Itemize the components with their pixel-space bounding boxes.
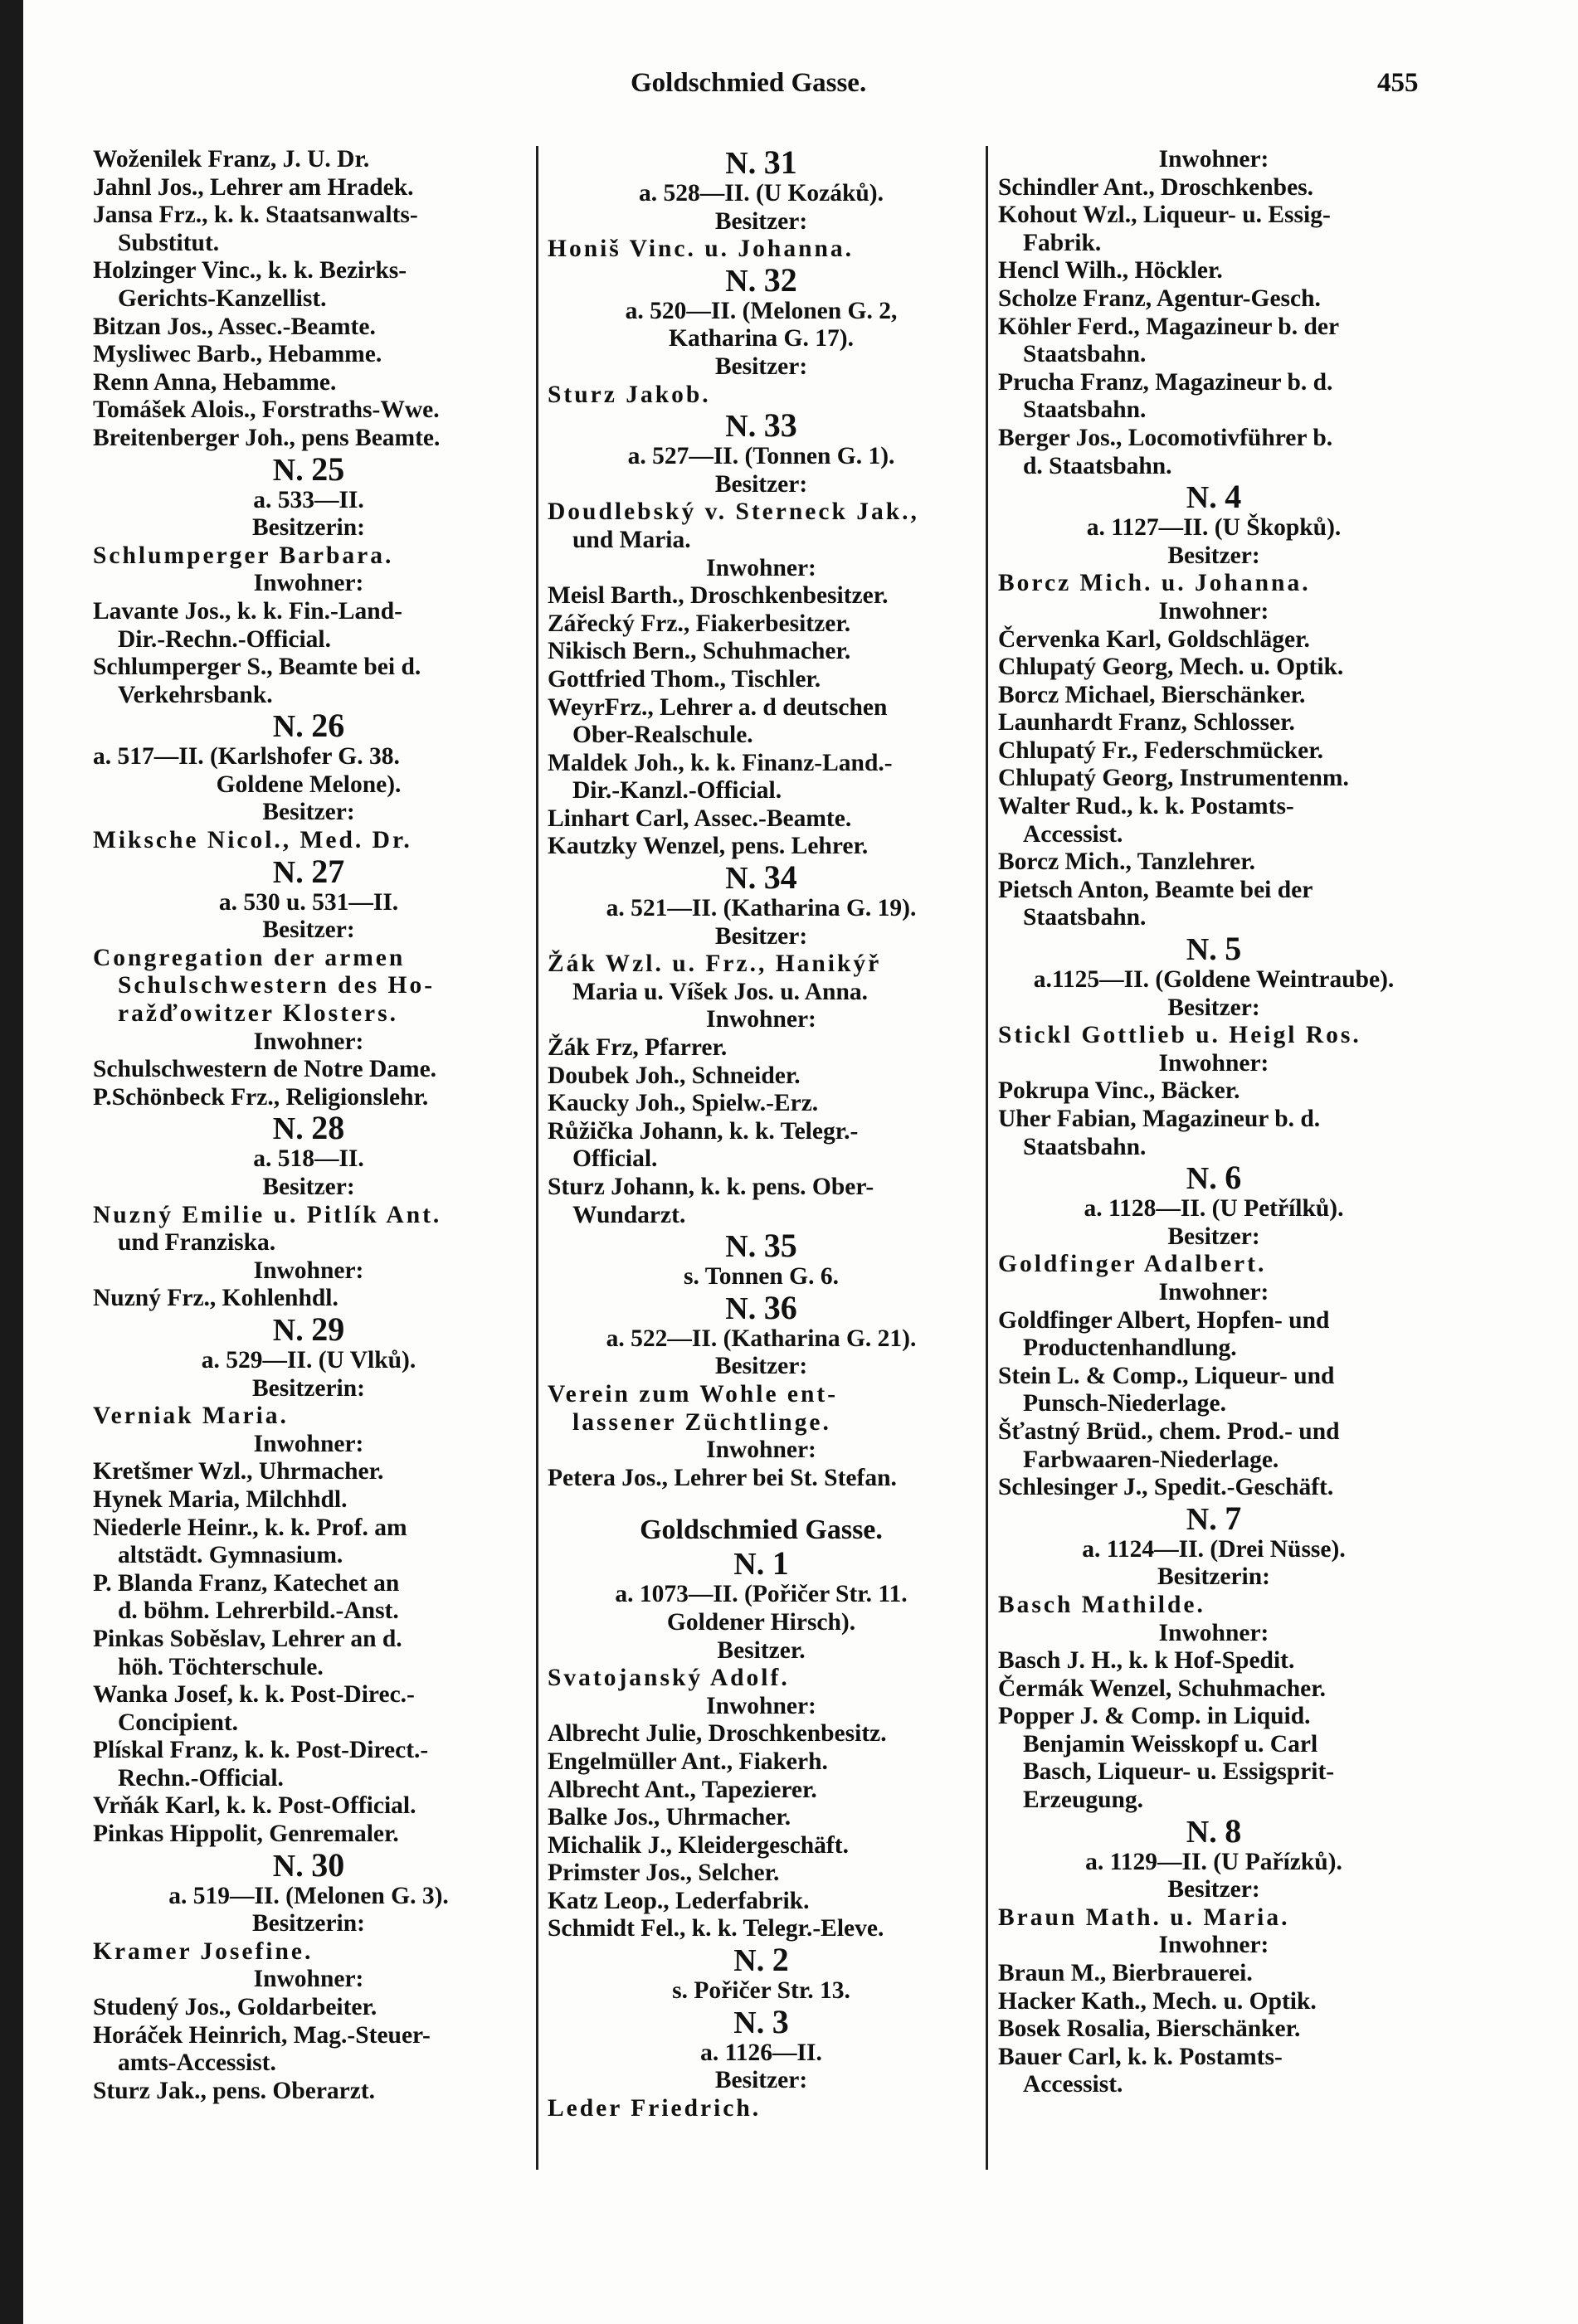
- entry-line: Plískal Franz, k. k. Post-Direct.-: [93, 1737, 429, 1764]
- centered-line: Besitzer:: [714, 1353, 808, 1380]
- entry-line: Schlumperger S., Beamte bei d.: [93, 654, 421, 681]
- entry-line: Goldfinger Albert, Hopfen- und: [998, 1306, 1330, 1334]
- owner-line: Schulschwestern des Ho-: [118, 972, 436, 999]
- house-number-prefix: N.: [1186, 480, 1217, 516]
- centered-line: Inwohner:: [1158, 146, 1269, 173]
- entry-line: Schindler Ant., Droschkenbes.: [998, 173, 1314, 201]
- page-number: 455: [1377, 68, 1419, 98]
- house-number: 25: [311, 450, 345, 488]
- owner-line: Nuzný Emilie u. Pitlík Ant.: [93, 1201, 442, 1228]
- centered-line: Inwohner:: [1158, 597, 1269, 625]
- centered-line: Besitzer:: [1167, 542, 1260, 569]
- entry-line: P. Blanda Franz, Katechet an: [93, 1569, 400, 1597]
- entry-line: Benjamin Weisskopf u. Carl: [1023, 1730, 1318, 1758]
- entry-line: Staatsbahn.: [1023, 396, 1147, 424]
- entry-line: Maldek Joh., k. k. Finanz-Land.-: [548, 749, 893, 776]
- centered-line: Besitzer:: [1167, 994, 1260, 1021]
- centered-line: a. 519—II. (Melonen G. 3).: [168, 1882, 449, 1909]
- entry-line: Sturz Johann, k. k. pens. Ober-: [548, 1174, 874, 1200]
- house-number-prefix: N.: [733, 1943, 765, 1979]
- house-number: 5: [1225, 930, 1242, 968]
- entry-line: Katz Leop., Lederfabrik.: [548, 1887, 810, 1914]
- house-number-prefix: N.: [1186, 1501, 1217, 1537]
- owner-line: Kramer Josefine.: [93, 1937, 314, 1965]
- centered-line: a. 520—II. (Melonen G. 2,: [625, 297, 898, 324]
- house-number: 6: [1225, 1159, 1242, 1197]
- owner-line: ražďowitzer Klosters.: [118, 1000, 399, 1028]
- house-number-heading: [93, 1845, 524, 1884]
- entry-line: d. Staatsbahn.: [1023, 452, 1172, 479]
- entry-line: Doubek Joh., Schneider.: [548, 1062, 801, 1089]
- entry-line: Pietsch Anton, Beamte bei der: [998, 876, 1313, 903]
- house-number-prefix: N.: [272, 1312, 304, 1348]
- house-number-prefix: N.: [733, 1547, 765, 1583]
- entry-line: Productenhandlung.: [1023, 1335, 1237, 1362]
- page-left-border: [0, 0, 23, 2324]
- entry-line: Maria u. Víšek Jos. u. Anna.: [572, 978, 868, 1005]
- entry-line: Sturz Jak., pens. Oberarzt.: [93, 2077, 376, 2104]
- centered-line: s. Pořičer Str. 13.: [672, 1977, 850, 2005]
- entry-line: Walter Rud., k. k. Postamts-: [998, 793, 1294, 820]
- entry-line: und Maria.: [572, 526, 691, 553]
- centered-line: Inwohner:: [253, 1966, 364, 1993]
- centered-line: Katharina G. 17).: [669, 325, 854, 352]
- entry-line: Balke Jos., Uhrmacher.: [548, 1804, 791, 1831]
- centered-line: a. 522—II. (Katharina G. 21).: [606, 1325, 917, 1352]
- house-number-prefix: N.: [1186, 1161, 1217, 1197]
- house-number: 1: [772, 1544, 789, 1583]
- house-number: 34: [763, 858, 797, 897]
- house-number-heading: [548, 1943, 975, 1977]
- entry-line: Bosek Rosalia, Bierschänker.: [998, 2015, 1301, 2043]
- entry-line: höh. Töchterschule.: [118, 1653, 324, 1680]
- centered-line: Besitzer:: [262, 799, 355, 826]
- centered-line: Besitzer:: [714, 470, 808, 498]
- entry-line: Wanka Josef, k. k. Post-Direc.-: [93, 1681, 415, 1709]
- house-number-prefix: N.: [725, 146, 757, 181]
- entry-line: Studený Jos., Goldarbeiter.: [93, 1994, 377, 2021]
- entry-line: Petera Jos., Lehrer bei St. Stefan.: [548, 1464, 897, 1491]
- centered-line: a. 529—II. (U Vlků).: [201, 1346, 416, 1373]
- entry-line: Mysliwec Barb., Hebamme.: [93, 341, 382, 368]
- entry-line: WeyrFrz., Lehrer a. d deutschen: [548, 693, 888, 721]
- entry-line: Borcz Mich., Tanzlehrer.: [998, 848, 1256, 876]
- owner-line: Žák Wzl. u. Frz., Hanikýř: [548, 951, 882, 978]
- entry-line: Borcz Michael, Bierschänker.: [998, 681, 1306, 708]
- entry-line: Woženilek Franz, J. U. Dr.: [93, 146, 370, 173]
- centered-line: a. 1124—II. (Drei Nüsse).: [1082, 1535, 1346, 1563]
- column-3: [998, 146, 1429, 2099]
- house-number-heading: [548, 143, 975, 181]
- owner-line: Borcz Mich. u. Johanna.: [998, 570, 1311, 597]
- house-number-prefix: N.: [733, 2005, 765, 2040]
- house-number: 33: [763, 406, 797, 445]
- centered-line: Inwohner:: [1158, 1049, 1269, 1077]
- house-number: 27: [311, 852, 345, 890]
- house-number-prefix: N.: [272, 1111, 304, 1147]
- owner-line: Sturz Jakob.: [548, 381, 711, 408]
- house-number-prefix: N.: [272, 709, 304, 745]
- column-divider-left: [536, 146, 538, 2170]
- entry-line: Schlesinger J., Spedit.-Geschäft.: [998, 1474, 1334, 1501]
- owner-line: Verniak Maria.: [93, 1403, 289, 1430]
- centered-line: a. 528—II. (U Kozáků).: [638, 180, 884, 207]
- entry-line: Staatsbahn.: [1023, 341, 1147, 368]
- centered-line: Inwohner:: [253, 1028, 364, 1055]
- entry-line: Gottfried Thom., Tischler.: [548, 665, 821, 693]
- entry-line: Gerichts-Kanzellist.: [118, 284, 327, 312]
- entry-line: Dir.-Rechn.-Official.: [118, 625, 331, 653]
- entry-line: a. 517—II. (Karlshofer G. 38.: [93, 743, 400, 771]
- house-number-heading: [93, 852, 524, 890]
- column-2: [548, 143, 975, 2122]
- house-number-prefix: N.: [725, 861, 757, 897]
- house-number-prefix: N.: [272, 452, 304, 488]
- entry-line: Official.: [572, 1145, 658, 1173]
- house-number-heading: [548, 406, 975, 445]
- entry-line: Kaucky Joh., Spielw.-Erz.: [548, 1090, 819, 1117]
- entry-line: Rechn.-Official.: [118, 1764, 284, 1792]
- house-number: 8: [1225, 1811, 1242, 1850]
- owner-line: Schlumperger Barbara.: [93, 542, 394, 569]
- column-1: [93, 146, 524, 2105]
- centered-line: Besitzer:: [714, 2067, 808, 2094]
- centered-line: Inwohner:: [706, 1006, 816, 1033]
- house-number-heading: [998, 480, 1429, 514]
- entry-line: Hynek Maria, Milchhdl.: [93, 1485, 348, 1513]
- owner-line: Leder Friedrich.: [548, 2094, 762, 2122]
- entry-line: Prucha Franz, Magazineur b. d.: [998, 368, 1333, 396]
- owner-line: Congregation der armen: [93, 944, 406, 971]
- entry-line: Chlupatý Fr., Federschmücker.: [998, 737, 1323, 764]
- centered-line: a. 1128—II. (U Petřílků).: [1084, 1195, 1344, 1223]
- centered-line: Inwohner:: [706, 1437, 816, 1464]
- centered-line: Besitzer:: [1167, 1223, 1260, 1250]
- centered-line: a. 1126—II.: [700, 2039, 822, 2066]
- owner-line: lassener Züchtlinge.: [572, 1408, 831, 1436]
- entry-line: Čermák Wenzel, Schuhmacher.: [998, 1675, 1326, 1702]
- house-number-heading: [998, 1161, 1429, 1195]
- owner-line: Basch Mathilde.: [998, 1591, 1205, 1618]
- centered-line: Goldener Hirsch).: [666, 1608, 856, 1636]
- entry-line: Verkehrsbank.: [118, 681, 273, 708]
- entry-line: Tomášek Alois., Forstraths-Wwe.: [93, 396, 440, 424]
- house-number-prefix: N.: [725, 263, 757, 299]
- entry-line: Holzinger Vinc., k. k. Bezirks-: [93, 257, 407, 284]
- house-number: 36: [763, 1288, 797, 1326]
- entry-line: Kohout Wzl., Liqueur- u. Essig-: [998, 202, 1331, 229]
- owner-line: Doudlebský v. Sterneck Jak.,: [548, 498, 919, 526]
- entry-line: Dir.-Kanzl.-Official.: [572, 777, 782, 805]
- centered-line: Inwohner:: [253, 1430, 364, 1457]
- centered-line: Besitzer:: [714, 207, 808, 235]
- entry-line: Launhardt Franz, Schlosser.: [998, 709, 1295, 737]
- entry-line: Breitenberger Joh., pens Beamte.: [93, 424, 441, 451]
- entry-line: Vrňák Karl, k. k. Post-Official.: [93, 1792, 416, 1820]
- house-number-prefix: N.: [272, 854, 304, 890]
- entry-line: Pokrupa Vinc., Bäcker.: [998, 1077, 1240, 1105]
- entry-line: Engelmüller Ant., Fiakerh.: [548, 1748, 828, 1775]
- entry-line: Niederle Heinr., k. k. Prof. am: [93, 1514, 407, 1541]
- entry-line: Jahnl Jos., Lehrer am Hradek.: [93, 173, 414, 201]
- entry-line: Bauer Carl, k. k. Postamts-: [998, 2043, 1283, 2070]
- house-number-heading: [548, 1288, 975, 1326]
- column-divider-right: [986, 146, 988, 2170]
- house-number-heading: [548, 1544, 975, 1583]
- house-number: 3: [772, 2002, 789, 2040]
- centered-line: Besitzerin:: [1157, 1563, 1270, 1591]
- entry-line: Zářecký Frz., Fiakerbesitzer.: [548, 610, 851, 637]
- centered-line: Besitzerin:: [252, 1910, 365, 1937]
- entry-line: Albrecht Julie, Droschkenbesitz.: [548, 1720, 887, 1748]
- centered-line: Inwohner:: [706, 1692, 816, 1719]
- owner-line: Miksche Nicol., Med. Dr.: [93, 827, 412, 854]
- house-number: 32: [763, 260, 797, 299]
- house-number-prefix: N.: [1186, 932, 1217, 968]
- entry-line: Šťastný Brüd., chem. Prod.- und: [998, 1417, 1340, 1445]
- entry-line: amts-Accessist.: [118, 2049, 276, 2077]
- house-number: 4: [1225, 478, 1242, 516]
- entry-line: Jansa Frz., k. k. Staatsanwalts-: [93, 202, 418, 229]
- centered-line: a. 518—II.: [253, 1145, 364, 1173]
- centered-line: Inwohner:: [1158, 1278, 1269, 1305]
- centered-line: s. Tonnen G. 6.: [684, 1263, 839, 1291]
- centered-line: Besitzer.: [717, 1636, 806, 1664]
- entry-line: Braun M., Bierbrauerei.: [998, 1960, 1253, 1987]
- house-number-heading: [93, 709, 524, 743]
- entry-line: und Franziska.: [118, 1229, 276, 1257]
- entry-line: Accessist.: [1023, 820, 1123, 848]
- entry-line: Basch, Liqueur- u. Essigsprit-: [1023, 1758, 1335, 1786]
- entry-line: Renn Anna, Hebamme.: [93, 368, 337, 396]
- entry-line: Staatsbahn.: [1023, 904, 1147, 931]
- centered-line: a.1125—II. (Goldene Weintraube).: [1033, 966, 1395, 994]
- owner-line: Braun Math. u. Maria.: [998, 1903, 1290, 1931]
- entry-line: Punsch-Niederlage.: [1023, 1390, 1226, 1417]
- house-number-prefix: N.: [725, 409, 757, 445]
- entry-line: Stein L. & Comp., Liqueur- und: [998, 1362, 1335, 1389]
- centered-line: Inwohner:: [1158, 1932, 1269, 1959]
- house-number-prefix: N.: [272, 1848, 304, 1884]
- house-number: 30: [311, 1845, 345, 1884]
- owner-line: Svatojanský Adolf.: [548, 1665, 790, 1692]
- entry-line: Linhart Carl, Assec.-Beamte.: [548, 805, 852, 832]
- entry-line: Scholze Franz, Agentur-Gesch.: [998, 284, 1321, 312]
- centered-line: Besitzer:: [262, 916, 355, 944]
- entry-line: Berger Jos., Locomotivführer b.: [998, 424, 1333, 451]
- owner-line: Verein zum Wohle ent-: [548, 1380, 839, 1408]
- centered-line: Besitzerin:: [252, 514, 365, 542]
- entry-line: Fabrik.: [1023, 229, 1102, 256]
- entry-line: Wundarzt.: [572, 1201, 686, 1228]
- house-number: 26: [311, 707, 345, 745]
- entry-line: Farbwaaren-Niederlage.: [1023, 1446, 1279, 1473]
- centered-line: a. 530 u. 531—II.: [218, 888, 399, 916]
- entry-line: Pinkas Hippolit, Genremaler.: [93, 1821, 399, 1848]
- centered-line: Inwohner:: [253, 1257, 364, 1284]
- street-heading: Goldschmied Gasse.: [640, 1514, 883, 1546]
- house-number-prefix: N.: [1186, 1814, 1217, 1850]
- entry-line: Popper J. & Comp. in Liquid.: [998, 1703, 1311, 1730]
- centered-line: Goldene Melone).: [216, 771, 402, 798]
- house-number-heading: [998, 1499, 1429, 1537]
- entry-line: Hencl Wilh., Höckler.: [998, 257, 1223, 284]
- centered-line: Besitzer:: [714, 922, 808, 950]
- house-number-heading: [548, 1229, 975, 1263]
- house-number: 2: [772, 1941, 789, 1979]
- entry-line: Basch J. H., k. k Hof-Spedit.: [998, 1647, 1295, 1675]
- entry-line: altstädt. Gymnasium.: [118, 1542, 343, 1569]
- entry-line: Staatsbahn.: [1023, 1133, 1147, 1160]
- entry-line: Accessist.: [1023, 2071, 1123, 2098]
- entry-line: Růžička Johann, k. k. Telegr.-: [548, 1117, 859, 1145]
- house-number: 28: [311, 1109, 345, 1147]
- house-number-heading: [548, 2002, 975, 2040]
- centered-line: Besitzer:: [262, 1174, 355, 1200]
- house-number-prefix: N.: [725, 1229, 757, 1265]
- entry-line: Červenka Karl, Goldschläger.: [998, 625, 1310, 653]
- entry-line: Uher Fabian, Magazineur b. d.: [998, 1106, 1321, 1132]
- centered-line: Inwohner:: [1158, 1619, 1269, 1646]
- house-number: 35: [763, 1227, 797, 1265]
- centered-line: Besitzerin:: [252, 1374, 365, 1402]
- centered-line: a. 533—II.: [253, 486, 364, 513]
- centered-line: a. 1129—II. (U Pařízků).: [1085, 1848, 1342, 1875]
- owner-line: Stickl Gottlieb u. Heigl Ros.: [998, 1022, 1361, 1049]
- house-number-heading: [93, 1310, 524, 1348]
- entry-line: Bitzan Jos., Assec.-Beamte.: [93, 313, 376, 340]
- centered-line: Besitzer:: [714, 352, 808, 380]
- entry-line: Kretšmer Wzl., Uhrmacher.: [93, 1458, 384, 1485]
- entry-line: Albrecht Ant., Tapezierer.: [548, 1776, 817, 1803]
- entry-line: Substitut.: [118, 229, 220, 256]
- centered-line: a. 1073—II. (Pořičer Str. 11.: [615, 1581, 908, 1608]
- entry-line: Concipient.: [118, 1709, 239, 1736]
- entry-line: Michalik J., Kleidergeschäft.: [548, 1831, 849, 1859]
- house-number-heading: [93, 450, 524, 488]
- owner-line: Honiš Vinc. u. Johanna.: [548, 236, 855, 263]
- entry-line: Kautzky Wenzel, pens. Lehrer.: [548, 833, 869, 860]
- entry-line: Chlupatý Georg, Mech. u. Optik.: [998, 654, 1344, 681]
- entry-line: Nuzný Frz., Kohlenhdl.: [93, 1285, 338, 1312]
- entry-line: Lavante Jos., k. k. Fin.-Land-: [93, 597, 402, 625]
- house-number-heading: [548, 260, 975, 299]
- centered-line: Inwohner:: [253, 570, 364, 597]
- entry-line: Ober-Realschule.: [572, 722, 753, 749]
- entry-line: Horáček Heinrich, Mag.-Steuer-: [93, 2021, 431, 2049]
- centered-line: a. 521—II. (Katharina G. 19).: [606, 895, 917, 922]
- house-number-heading: [548, 858, 975, 897]
- centered-line: Inwohner:: [706, 554, 816, 581]
- entry-line: Pinkas Soběslav, Lehrer an d.: [93, 1625, 402, 1652]
- house-number-heading: [998, 932, 1429, 966]
- centered-line: Besitzer:: [1167, 1876, 1260, 1903]
- entry-line: Chlupatý Georg, Instrumentenm.: [998, 765, 1349, 792]
- entry-line: Nikisch Bern., Schuhmacher.: [548, 638, 851, 665]
- header-title: Goldschmied Gasse.: [631, 68, 867, 98]
- entry-line: Erzeugung.: [1023, 1787, 1144, 1814]
- entry-line: Žák Frz, Pfarrer.: [548, 1034, 728, 1062]
- entry-line: Meisl Barth., Droschkenbesitzer.: [548, 582, 889, 610]
- house-number-heading: [998, 1811, 1429, 1850]
- centered-line: a. 1127—II. (U Škopků).: [1086, 514, 1342, 542]
- entry-line: d. böhm. Lehrerbild.-Anst.: [118, 1597, 399, 1625]
- house-number: 7: [1225, 1499, 1242, 1537]
- entry-line: Hacker Kath., Mech. u. Optik.: [998, 1987, 1317, 2015]
- entry-line: Schmidt Fel., k. k. Telegr.-Eleve.: [548, 1915, 884, 1942]
- house-number-heading: [93, 1111, 524, 1145]
- entry-line: Primster Jos., Selcher.: [548, 1860, 780, 1887]
- entry-line: Schulschwestern de Notre Dame.: [93, 1056, 437, 1083]
- entry-line: Köhler Ferd., Magazineur b. der: [998, 313, 1340, 340]
- house-number: 31: [763, 143, 797, 181]
- owner-line: Goldfinger Adalbert.: [998, 1251, 1267, 1278]
- house-number-prefix: N.: [725, 1291, 757, 1326]
- house-number: 29: [311, 1310, 345, 1348]
- centered-line: a. 527—II. (Tonnen G. 1).: [627, 443, 895, 470]
- entry-line: P.Schönbeck Frz., Religionslehr.: [93, 1083, 429, 1111]
